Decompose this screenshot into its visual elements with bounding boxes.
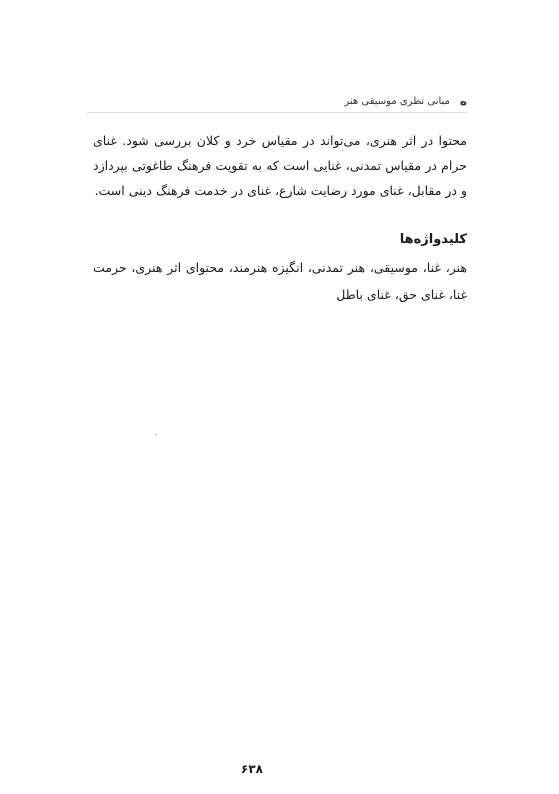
- keywords-heading: کلیدواژه‌ها: [399, 232, 467, 247]
- page-number: ۶۳۸: [241, 762, 263, 776]
- header-mark: ه: [459, 94, 467, 108]
- body-paragraph: محتوا در اثر هنری، می‌تواند در مقیاس خرد و کلان بررسی شود. غنای حرام در مقیاس تمدنی، غنایی است که به تقویت فرهنگ طاغوتی بپردازد و در مقابل، غنای مورد رضایت شارع، غنای در خدمت فرهنگ دینی است.: [93, 133, 467, 198]
- running-title: مبانی نظری موسیقی هنر: [344, 95, 450, 107]
- scan-speck: [155, 434, 157, 435]
- running-header: [344, 94, 467, 108]
- header-divider: [87, 112, 467, 113]
- keywords-list: هنر، غنا، موسیقی، هنر تمدنی، انگیزه هنرمند، محتوای اثر هنری، حرمت غنا، غنای حق، غنای باطل: [93, 260, 467, 302]
